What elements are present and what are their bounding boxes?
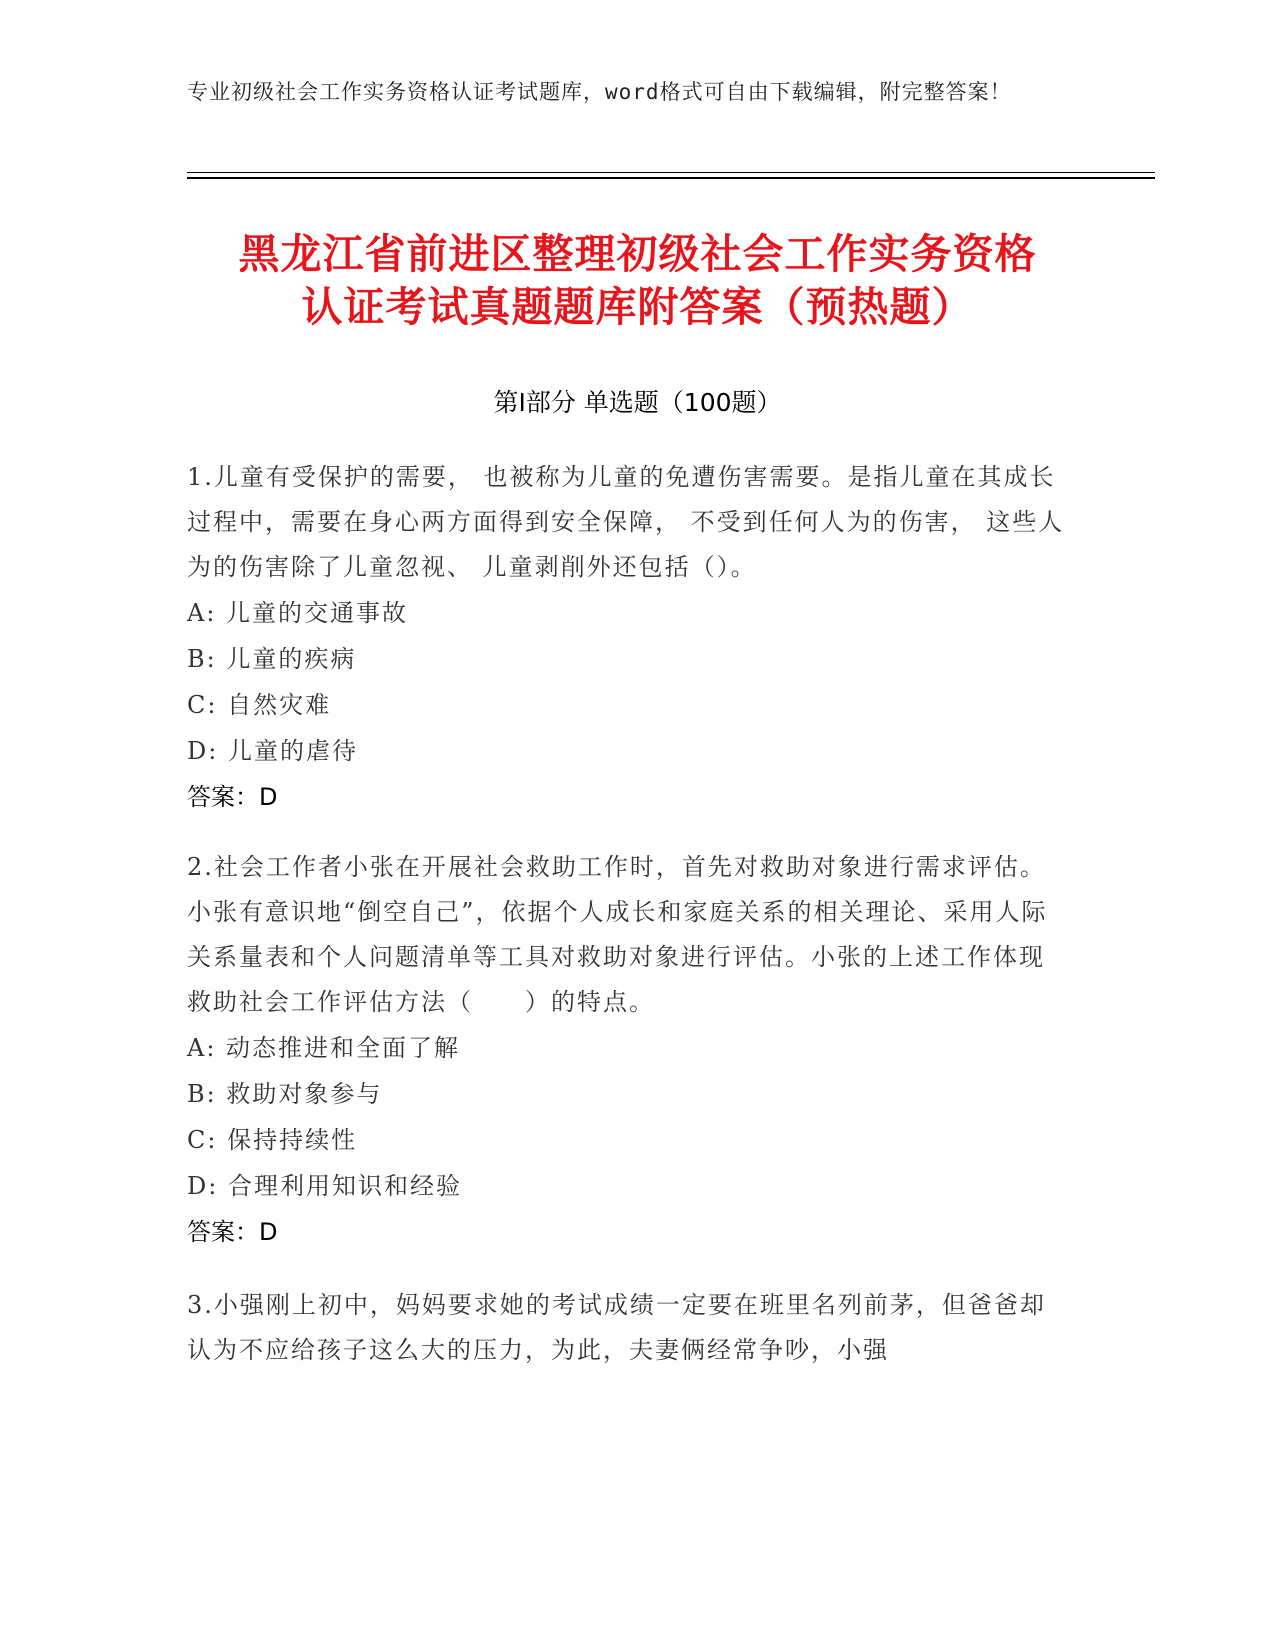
header-divider-thin bbox=[187, 172, 1155, 173]
question-3-text: 3.小强刚上初中，妈妈要求她的考试成绩一定要在班里名列前茅，但爸爸却认为不应给孩子这么大的压力，为此，夫妻俩经常争吵，小强 bbox=[187, 1291, 1046, 1364]
question-2-text: 2.社会工作者小张在开展社会救助工作时，首先对救助对象进行需求评估。小张有意识地“倒空自己”，依据个人成长和家庭关系的相关理论、采用人际关系量表和个人问题清单等工具对救助对象进行评估。小张的上述工作体现救助社会工作评估方法（ ）的特点。 bbox=[187, 853, 1048, 1016]
question-2-option-d: D: 合理利用知识和经验 bbox=[187, 1172, 462, 1200]
document-title-line2: 认证考试真题题库附答案（预热题） bbox=[301, 283, 974, 331]
question-1-answer: 答案：D bbox=[187, 783, 278, 811]
section-title: 第Ⅰ部分 单选题（100题） bbox=[493, 388, 782, 417]
question-1 bbox=[187, 455, 1067, 820]
document-title bbox=[150, 228, 1125, 334]
question-2-answer: 答案：D bbox=[187, 1218, 278, 1246]
question-2 bbox=[187, 845, 1067, 1255]
question-2-option-c: C: 保持持续性 bbox=[187, 1126, 358, 1154]
question-1-option-d: D: 儿童的虐待 bbox=[187, 737, 358, 765]
question-1-option-a: A: 儿童的交通事故 bbox=[187, 599, 409, 627]
header-divider-thick bbox=[187, 177, 1155, 179]
question-2-option-b: B: 救助对象参与 bbox=[187, 1080, 383, 1108]
document-title-line1: 黑龙江省前进区整理初级社会工作实务资格 bbox=[238, 230, 1037, 278]
question-3 bbox=[187, 1283, 1067, 1373]
page-header: 专业初级社会工作实务资格认证考试题库，word格式可自由下载编辑，附完整答案！ bbox=[187, 80, 1012, 104]
question-2-option-a: A: 动态推进和全面了解 bbox=[187, 1034, 461, 1062]
question-1-option-c: C: 自然灾难 bbox=[187, 691, 332, 719]
question-1-text: 1.儿童有受保护的需要， 也被称为儿童的免遭伤害需要。是指儿童在其成长过程中，需要在身心两方面得到安全保障， 不受到任何人为的伤害， 这些人为的伤害除了儿童忽视、 儿童剥削外还包括（）。 bbox=[187, 463, 1065, 581]
question-1-option-b: B: 儿童的疾病 bbox=[187, 645, 357, 673]
